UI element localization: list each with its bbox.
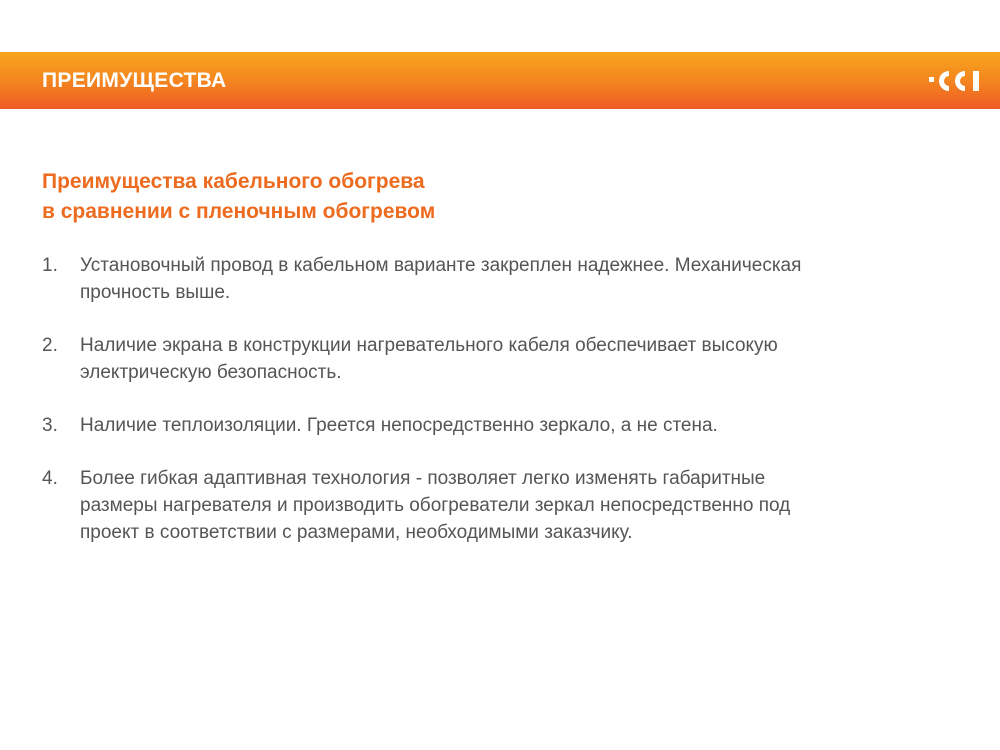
item-line: электрическую безопасность. <box>80 362 342 383</box>
item-number: 2. <box>42 335 58 356</box>
advantages-list <box>42 252 942 572</box>
item-number: 3. <box>42 415 58 436</box>
item-text <box>80 252 942 306</box>
subtitle-line: Преимущества кабельного обогрева <box>42 170 425 193</box>
item-line: прочность выше. <box>80 282 231 303</box>
subtitle-line: в сравнении с пленочным обогревом <box>42 200 436 223</box>
item-text <box>80 465 942 546</box>
item-number: 4. <box>42 468 58 489</box>
item-line: Более гибкая адаптивная технология - позволяет легко изменять габаритные <box>80 468 766 489</box>
item-line: Наличие экрана в конструкции нагревательного кабеля обеспечивает высокую <box>80 335 778 356</box>
section-subtitle <box>42 167 435 227</box>
list-item <box>42 412 942 439</box>
item-line: проект в соответствии с размерами, необходимыми заказчику. <box>80 522 633 543</box>
item-text <box>80 332 942 386</box>
company-logo <box>929 67 985 95</box>
page-title: ПРЕИМУЩЕСТВА <box>42 69 227 92</box>
item-line: Установочный провод в кабельном варианте закреплен надежнее. Механическая <box>80 255 802 276</box>
list-item <box>42 465 942 546</box>
list-item <box>42 332 942 386</box>
item-line: Наличие теплоизоляции. Греется непосредственно зеркало, а не стена. <box>80 415 718 436</box>
list-item <box>42 252 942 306</box>
item-line: размеры нагревателя и производить обогреватели зеркал непосредственно под <box>80 495 791 516</box>
item-number: 1. <box>42 255 58 276</box>
item-text <box>80 412 942 439</box>
